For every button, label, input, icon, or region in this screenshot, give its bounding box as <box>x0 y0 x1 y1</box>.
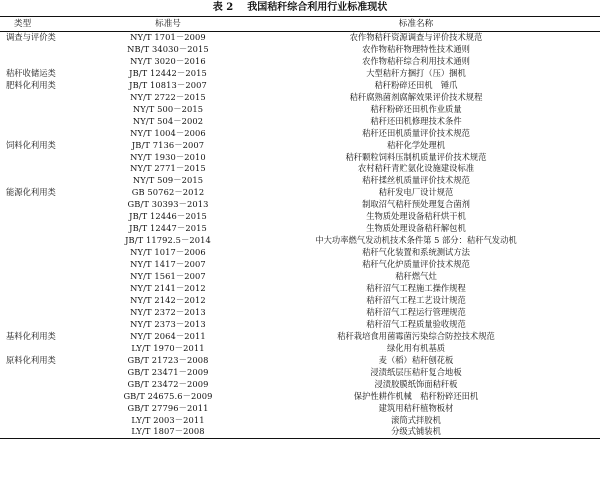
standard-name-cell: 秸秆化学处理机 <box>386 139 446 150</box>
standard-code-cell: GB 50762－2012 <box>131 187 205 198</box>
standard-name-cell: 分级式铺装机 <box>232 426 600 438</box>
standard-code-cell: LY/T 2003－2011 <box>131 414 205 425</box>
category-cell <box>0 104 104 116</box>
header-code: 标准号 <box>104 17 232 32</box>
category-cell: 秸秆收储运类 <box>6 67 56 78</box>
table-row <box>0 68 600 80</box>
category-cell: 调查与评价类 <box>6 32 56 42</box>
table-row <box>0 379 600 391</box>
standard-name-cell: 秸秆气化炉质量评价技术规范 <box>362 259 470 270</box>
table-row <box>0 426 600 438</box>
standard-code-cell: NY/T 1561－2007 <box>130 271 206 282</box>
standard-code-cell: NY/T 3020－2016 <box>130 55 206 66</box>
category-cell <box>0 92 104 104</box>
standard-name-cell: 秸秆沼气工程工艺设计规范 <box>366 294 466 305</box>
standard-name-cell: 秸秆还田机修理技术条件 <box>370 115 462 126</box>
standard-name-cell: 建筑用秸秆植物板材 <box>378 402 454 413</box>
standard-code-cell: NY/T 2373－2013 <box>130 318 206 329</box>
standard-name-cell: 浸渍胶膜纸饰面秸秆板 <box>374 378 458 389</box>
standard-code-cell: NY/T 500－2015 <box>132 103 204 114</box>
table-row <box>0 415 600 427</box>
standard-code-cell: NB/T 34030－2015 <box>127 43 209 54</box>
table-row <box>0 283 600 295</box>
standard-name-cell: 秸秆腐熟菌剂腐解效果评价技术规程 <box>349 91 483 102</box>
table-row <box>0 56 600 68</box>
category-cell: 肥料化利用类 <box>6 79 56 90</box>
standard-name-cell: 农作物秸秆资源调查与评价技术规范 <box>349 32 483 42</box>
category-cell <box>0 415 104 427</box>
category-cell <box>0 259 104 271</box>
table-row <box>0 140 600 152</box>
table-caption <box>0 2 600 14</box>
category-cell <box>0 343 104 355</box>
table-row <box>0 259 600 271</box>
category-cell <box>0 295 104 307</box>
standard-code-cell: JB/T 12447－2015 <box>129 223 207 234</box>
table-row <box>0 163 600 175</box>
category-cell <box>0 152 104 164</box>
standard-name-cell: 秸秆沼气工程施工操作规程 <box>366 283 466 294</box>
category-cell <box>0 379 104 391</box>
table-row <box>0 199 600 211</box>
header-row <box>0 17 600 32</box>
standard-name-cell: 滚筒式拌胶机 <box>391 414 441 425</box>
category-cell <box>0 391 104 403</box>
category-cell <box>0 283 104 295</box>
category-cell <box>0 247 104 259</box>
table-row <box>0 152 600 164</box>
table-row <box>0 235 600 247</box>
table-body <box>0 32 600 439</box>
standard-code-cell: NY/T 2064－2011 <box>130 330 206 341</box>
category-cell <box>0 271 104 283</box>
standard-name-cell: 秸秆气化装置和系统测试方法 <box>362 247 470 258</box>
table-row <box>0 247 600 259</box>
standard-code-cell: NY/T 1701－2009 <box>130 32 206 42</box>
standard-code-cell: GB/T 27796－2011 <box>127 402 209 413</box>
standard-code-cell: NY/T 1017－2006 <box>130 247 206 258</box>
category-cell: 原料化利用类 <box>6 354 56 365</box>
category-cell <box>0 403 104 415</box>
category-cell <box>0 163 104 175</box>
standard-code-cell: NY/T 2141－2012 <box>130 283 206 294</box>
table-row <box>0 80 600 92</box>
standard-name-cell: 秸秆燃气灶 <box>395 271 437 282</box>
standard-name-cell: 农作物秸秆综合利用技术通则 <box>362 55 470 66</box>
standard-name-cell: 秸秆揉丝机质量评价技术规范 <box>362 175 470 186</box>
category-cell <box>0 307 104 319</box>
category-cell <box>0 235 104 247</box>
standard-code-cell: JB/T 12442－2015 <box>129 67 207 78</box>
standard-name-cell: 秸秆粉碎还田机作业质量 <box>370 103 462 114</box>
table-row <box>0 331 600 343</box>
table-title: 我国秸秆综合利用行业标准现状 <box>247 2 388 13</box>
table-row <box>0 44 600 56</box>
category-cell <box>0 128 104 140</box>
standard-code-cell: JB/T 12446－2015 <box>129 211 207 222</box>
standard-name-cell: 生物质处理设备秸秆烘干机 <box>366 211 466 222</box>
standard-name-cell: 中大功率燃气发动机技术条件第 5 部分：秸秆气发动机 <box>315 235 517 246</box>
table-row <box>0 175 600 187</box>
category-cell <box>0 223 104 235</box>
category-cell <box>0 211 104 223</box>
standard-code-cell: NY/T 504－2002 <box>132 115 204 126</box>
category-cell <box>0 426 104 438</box>
table-header <box>0 17 600 32</box>
category-cell: 饲料化利用类 <box>6 139 56 150</box>
standards-table <box>0 16 600 439</box>
header-category: 类型 <box>0 17 104 32</box>
table-row <box>0 211 600 223</box>
table-row <box>0 128 600 140</box>
table-row <box>0 116 600 128</box>
standard-name-cell: 秸秆沼气工程质量验收规范 <box>366 318 466 329</box>
standard-name-cell: 秸秆发电厂设计规范 <box>378 187 454 198</box>
standard-code-cell: JB/T 10813－2007 <box>129 79 207 90</box>
category-cell <box>0 44 104 56</box>
table-row <box>0 355 600 367</box>
standard-code-cell: NY/T 2142－2012 <box>130 294 206 305</box>
standard-code-cell: LY/T 1807－2008 <box>104 426 232 438</box>
standard-code-cell: NY/T 1930－2010 <box>130 151 206 162</box>
table-row <box>0 104 600 116</box>
standard-code-cell: GB/T 23471－2009 <box>127 366 209 377</box>
category-cell <box>0 199 104 211</box>
standard-code-cell: LY/T 1970－2011 <box>131 342 205 353</box>
standard-name-cell: 保护性耕作机械 秸秆粉碎还田机 <box>353 390 479 401</box>
table-row <box>0 271 600 283</box>
table-row <box>0 343 600 355</box>
standard-name-cell: 生物质处理设备秸秆解包机 <box>366 223 466 234</box>
standard-code-cell: NY/T 1004－2006 <box>130 127 206 138</box>
standard-code-cell: GB/T 24675.6－2009 <box>123 390 213 401</box>
standard-name-cell: 大型秸秆方捆打（压）捆机 <box>366 67 466 78</box>
standard-name-cell: 麦（稻）秸秆刨花板 <box>378 354 454 365</box>
standard-name-cell: 秸秆粉碎还田机 锤爪 <box>374 79 458 90</box>
category-cell <box>0 116 104 128</box>
standard-code-cell: NY/T 2722－2015 <box>130 91 206 102</box>
standard-code-cell: NY/T 2372－2013 <box>130 306 206 317</box>
standard-name-cell: 制取沼气秸秆预处理复合菌剂 <box>362 199 470 210</box>
table-row <box>0 391 600 403</box>
table-row <box>0 92 600 104</box>
table-row <box>0 223 600 235</box>
category-cell: 基料化利用类 <box>6 330 56 341</box>
standard-name-cell: 农作物秸秆物理特性技术通则 <box>362 43 470 54</box>
table-row <box>0 319 600 331</box>
standard-name-cell: 浸渍纸层压秸秆复合地板 <box>370 366 462 377</box>
standard-name-cell: 农村秸秆青贮氨化设施建设标准 <box>357 163 475 174</box>
table-row <box>0 307 600 319</box>
header-name: 标准名称 <box>232 17 600 32</box>
table-number: 表 2 <box>212 2 234 13</box>
standard-name-cell: 绿化用有机基质 <box>386 342 446 353</box>
standard-name-cell: 秸秆沼气工程运行管理规范 <box>366 306 466 317</box>
category-cell <box>0 367 104 379</box>
table-row <box>0 187 600 199</box>
category-cell: 能源化利用类 <box>6 187 56 198</box>
standard-code-cell: GB/T 21723－2008 <box>127 354 209 365</box>
table-row <box>0 32 600 44</box>
category-cell <box>0 56 104 68</box>
standard-name-cell: 秸秆栽培食用菌霉菌污染综合防控技术规范 <box>337 330 495 341</box>
table-row <box>0 367 600 379</box>
table-row <box>0 295 600 307</box>
standard-code-cell: GB/T 23472－2009 <box>127 378 209 389</box>
standard-code-cell: JB/T 11792.5－2014 <box>125 235 211 246</box>
standard-code-cell: JB/T 7136－2007 <box>131 139 205 150</box>
standard-name-cell: 秸秆还田机质量评价技术规范 <box>362 127 470 138</box>
category-cell <box>0 319 104 331</box>
standard-code-cell: NY/T 2771－2015 <box>130 163 206 174</box>
standard-name-cell: 秸秆颗粒饲料压制机质量评价技术规范 <box>345 151 487 162</box>
table-row <box>0 403 600 415</box>
standard-code-cell: NY/T 1417－2007 <box>130 259 206 270</box>
category-cell <box>0 175 104 187</box>
standard-code-cell: NY/T 509－2015 <box>132 175 204 186</box>
standard-code-cell: GB/T 30393－2013 <box>127 199 209 210</box>
